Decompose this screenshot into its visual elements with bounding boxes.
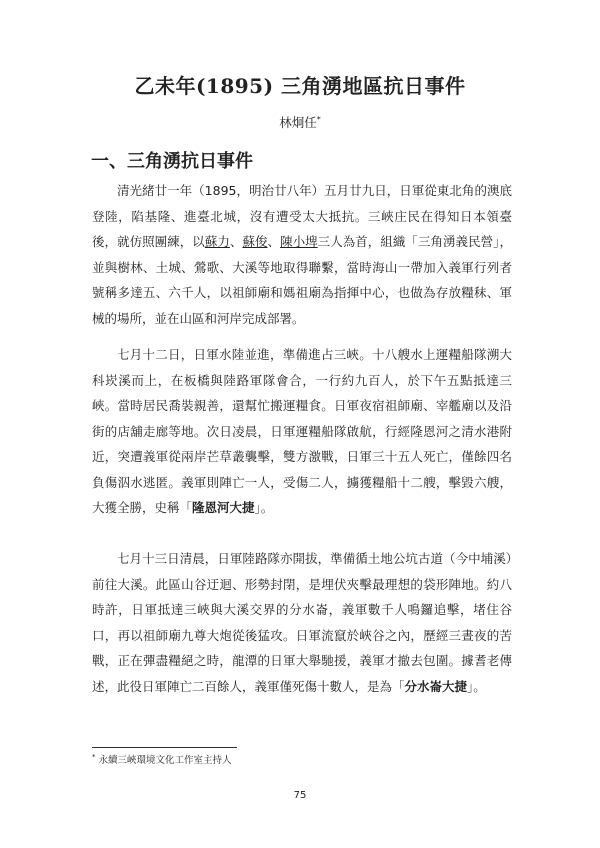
battle-name-longen: 隆恩河大捷 [192,500,255,515]
p3-text-2: 」。 [467,678,486,694]
battle-name-fenshuilun: 分水崙大捷 [404,678,468,694]
footnote-divider [92,747,237,748]
page-number: 75 [293,790,307,801]
p1-separator-1: 、 [229,234,243,249]
author-footnote-marker: * [316,114,321,124]
footnote-text: 永續三峽環境文化工作室主持人 [98,755,232,766]
p1-text-2: 三人為首，組織「三角湧義民營」，並與樹林、土城、鶯歌、大溪等地取得聯繫，當時海山一帶加入義軍行列者號稱多達五、六千人，以祖師廟和媽祖廟為指揮中心，也做為存放糧秣、軍械的場所，並在山區和河岸完成部署。 [92,234,512,326]
p3-text-1: 七月十三日清晨，日軍陸路隊亦開拔，準備循土地公坑古道（今中埔溪）前往大溪。此區山谷迂迴、形勢封閉，是埋伏夾擊最理想的袋形陣地。約八時許，日軍抵達三峽與大溪交界的分水崙，義軍數千人鳴鑼追擊，堵住谷口，再以祖師廟九尊大炮從後猛攻。日軍流竄於峽谷之內，歷經三晝夜的苦戰，正在彈盡糧絕之時，龍潭的日軍大舉馳援，義軍才撤去包圍。據耆老傳述，此役日軍陣亡二百餘人，義軍僅死傷十數人，是為「 [92,551,512,694]
p1-text-1: 清光緒廿一年（1895，明治廿八年）五月廿九日，日軍從東北角的澳底登陸，陷基隆、進臺北城，沒有遭受太大抵抗。三峽庄民在得知日本領臺後，就仿照團練，以 [92,183,512,249]
paragraph-2 [92,342,512,521]
document-title: 乙未年(1895) 三角湧地區抗日事件 [134,74,466,98]
footnote-marker: * [92,752,96,761]
author-line [0,113,600,131]
p2-text-1: 七月十二日，日軍水陸並進，準備進占三峽。十八艘水上運糧船隊溯大科崁溪而上，在板橋與陸路軍隊會合，一行約九百人，於下午五點抵達三峽。當時居民喬裝親善，還幫忙搬運糧食。日軍夜宿祖師廟、宰艦廟以及沿街的店舖走廊等地。次日凌晨，日軍運糧船隊啟航，行經隆恩河之清水港附近，突遭義軍從兩岸芒草叢襲擊，雙方激戰，日軍三十五人死亡，僅餘四名負傷泅水逃匿。義軍則陣亡一人，受傷二人，擄獲糧船十二艘，擊毀六艘，大獲全勝，史稱「 [92,347,512,515]
footnote [92,752,232,766]
paragraph-3 [92,546,512,699]
p2-text-2: 」。 [254,500,274,515]
paragraph-1 [92,178,512,331]
author-name: 林炯任 [279,115,317,130]
leader-name-1: 蘇力 [204,234,230,249]
section-heading: 一、三角湧抗日事件 [91,151,253,172]
leader-name-3: 陳小埤 [280,234,318,249]
p1-separator-2: 、 [267,234,281,249]
leader-name-2: 蘇俊 [242,234,268,249]
